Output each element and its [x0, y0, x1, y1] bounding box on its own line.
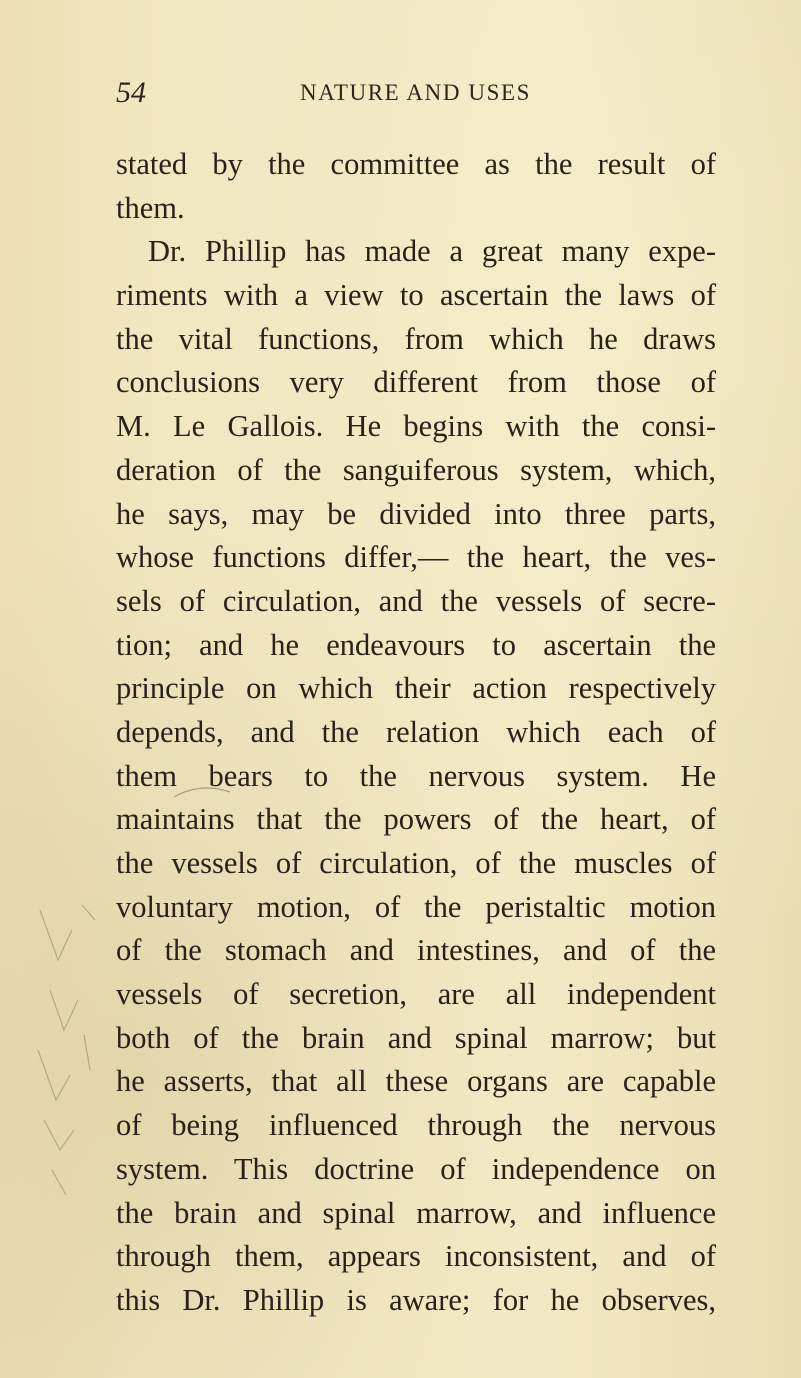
text-line: he asserts, that all these organs are capable — [116, 1064, 716, 1099]
text-line: through them, appears inconsistent, and of — [116, 1239, 716, 1274]
text-line: them. — [116, 190, 185, 225]
text-line: the vessels of circulation, of the muscles of — [116, 846, 716, 880]
text-line: conclusions very different from those of — [116, 365, 716, 400]
text-line: them bears to the nervous system. He — [116, 758, 716, 793]
text-line: stated by the committee as the result of — [116, 147, 716, 181]
text-line: the vital functions, from which he draws — [116, 321, 716, 356]
text-line: M. Le Gallois. He begins with the consi- — [116, 409, 716, 444]
text-line: both of the brain and spinal marrow; but — [116, 1020, 716, 1055]
text-line: deration of the sanguiferous system, which, — [116, 452, 716, 487]
text-line: this Dr. Phillip is aware; for he observes, — [116, 1282, 716, 1317]
text-line: he says, may be divided into three parts, — [116, 496, 716, 531]
page-header — [116, 76, 716, 116]
text-line: vessels of secretion, are all independent — [116, 977, 716, 1012]
text-line: of the stomach and intestines, and of the — [116, 933, 716, 968]
text-line: voluntary motion, of the peristaltic motion — [116, 889, 716, 924]
text-line: riments with a view to ascertain the laws of — [116, 278, 716, 313]
text-line: Dr. Phillip has made a great many expe- — [148, 234, 716, 269]
text-line: sels of circulation, and the vessels of secre- — [116, 583, 716, 618]
body-text — [116, 143, 716, 1323]
text-line: of being influenced through the nervous — [116, 1108, 716, 1143]
text-line: tion; and he endeavours to ascertain the — [116, 627, 716, 662]
text-line: depends, and the relation which each of — [116, 714, 716, 749]
pencil-marks — [38, 905, 95, 1195]
text-line: the brain and spinal marrow, and influence — [116, 1195, 716, 1230]
running-head: NATURE AND USES — [300, 80, 532, 105]
text-line: system. This doctrine of independence on — [116, 1151, 716, 1186]
text-line: principle on which their action respectively — [116, 671, 716, 706]
text-line: whose functions differ,— the heart, the ves- — [116, 540, 716, 575]
page-number: 54 — [116, 76, 146, 109]
text-line: maintains that the powers of the heart, of — [116, 802, 716, 837]
